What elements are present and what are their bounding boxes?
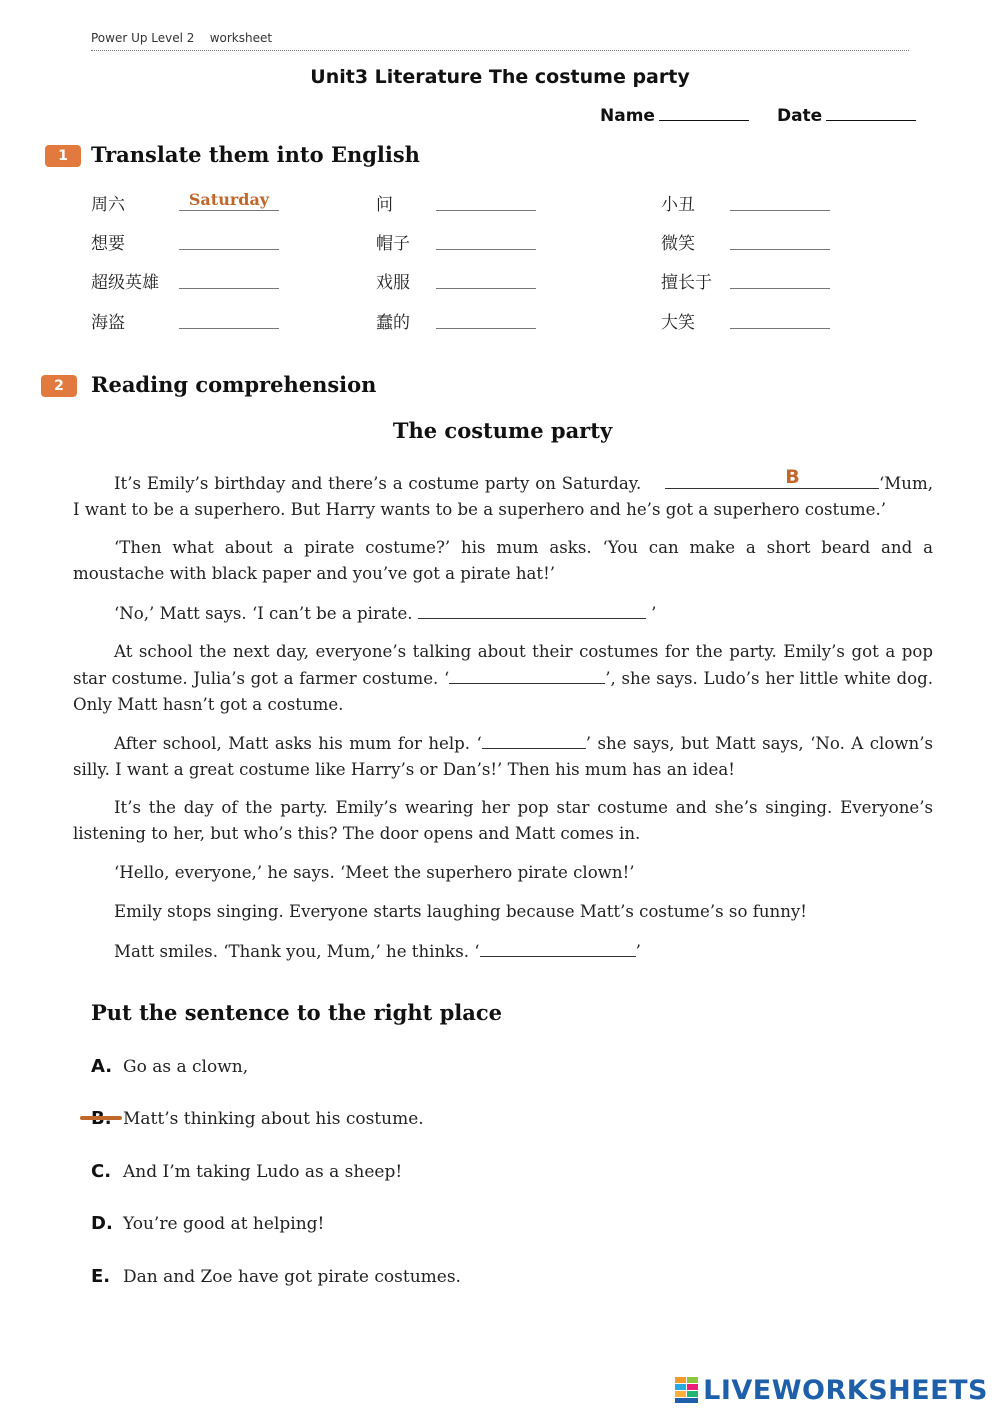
liveworksheets-logo-icon	[675, 1377, 699, 1403]
story-title: The costume party	[392, 418, 613, 443]
story-paragraph: At school the next day, everyone’s talking about their costumes for the party. Emily’s got a pop star costume. Julia’s got a farmer costume. ‘ ’, she says. Ludo’s her little white dog. Only Matt hasn’t got a costume.	[73, 642, 933, 714]
vocab-word: 帽子	[376, 234, 410, 254]
vocab-answer-field[interactable]	[730, 229, 830, 250]
story-paragraph: ‘No,’ Matt says. ‘I can’t be a pirate. ’	[73, 600, 933, 627]
vocab-word: 问	[376, 195, 393, 215]
vocab-word: 小丑	[661, 195, 695, 215]
option-letter: A.	[91, 1056, 113, 1077]
date-field[interactable]	[826, 106, 916, 121]
vocab-answer: Saturday	[188, 190, 270, 209]
story-paragraph: ‘Hello, everyone,’ he says. ‘Meet the superhero pirate clown!’	[114, 863, 635, 882]
vocab-answer-field[interactable]	[436, 308, 536, 329]
story-paragraph: Emily stops singing. Everyone starts laughing because Matt’s costume’s so funny!	[114, 902, 807, 921]
story-gap-4[interactable]	[482, 730, 586, 749]
section-2-badge: 2	[41, 375, 77, 397]
option-c[interactable]	[91, 1161, 402, 1182]
vocab-word: 蠢的	[376, 313, 410, 333]
vocab-word: 大笑	[661, 313, 695, 333]
used-option-strike	[80, 1116, 122, 1120]
story-paragraph: After school, Matt asks his mum for help. ‘ ’ she says, but Matt says, ‘No. A clown’s silly. I want a great costume like Harry’s or Dan’s!’ Then his mum has an idea!	[73, 730, 933, 783]
vocab-answer-field[interactable]	[436, 190, 536, 211]
option-letter: C.	[91, 1161, 112, 1182]
vocab-word: 海盗	[91, 313, 125, 333]
vocab-answer-field[interactable]	[436, 229, 536, 250]
vocab-word: 微笑	[661, 234, 695, 254]
section-1-badge: 1	[45, 145, 81, 167]
option-text: And I’m taking Ludo as a sheep!	[123, 1162, 403, 1182]
name-date-row	[600, 106, 916, 126]
header-divider	[91, 50, 909, 51]
option-text: Matt’s thinking about his costume.	[123, 1109, 424, 1129]
story-paragraph: Matt smiles. ‘Thank you, Mum,’ he thinks. ‘ ’	[73, 938, 933, 965]
option-text: Go as a clown,	[123, 1057, 249, 1077]
story-paragraph: It’s Emily’s birthday and there’s a costume party on Saturday. B ‘Mum, I want to be a superhero. But Harry wants to be a superhero and he’s got a superhero costume.’	[73, 466, 933, 519]
vocab-answer-field[interactable]	[436, 268, 536, 289]
worksheet-header: Power Up Level 2 worksheet	[91, 31, 273, 45]
option-letter: E.	[91, 1266, 111, 1287]
vocab-word: 想要	[91, 234, 125, 254]
option-e[interactable]	[91, 1266, 461, 1287]
vocab-word: 戏服	[376, 273, 410, 293]
option-text: You’re good at helping!	[123, 1214, 325, 1234]
story-gap-5[interactable]	[480, 938, 636, 957]
matching-title: Put the sentence to the right place	[91, 1000, 503, 1025]
option-text: Dan and Zoe have got pirate costumes.	[123, 1267, 461, 1287]
page-title: Unit3 Literature The costume party	[310, 66, 690, 88]
story-paragraph: It’s the day of the party. Emily’s wearing her pop star costume and she’s singing. Everyone’s listening to her, but who’s this? The door opens and Matt comes in.	[73, 798, 933, 843]
section-1-title: Translate them into English	[91, 142, 420, 167]
story-paragraph: ‘Then what about a pirate costume?’ his mum asks. ‘You can make a short beard and a moustache with black paper and you’ve got a pirate hat!’	[73, 538, 933, 583]
liveworksheets-logo	[675, 1374, 988, 1406]
vocab-answer-field[interactable]	[179, 308, 279, 329]
option-a[interactable]	[91, 1056, 248, 1077]
vocab-answer-field[interactable]	[179, 229, 279, 250]
name-field[interactable]	[659, 106, 749, 121]
vocab-word: 周六	[91, 195, 125, 215]
date-label: Date	[776, 106, 823, 126]
story-gap-2[interactable]	[418, 600, 646, 619]
gap-answer: B	[785, 466, 800, 488]
vocab-answer-field[interactable]	[179, 268, 279, 289]
vocab-answer-field[interactable]	[730, 268, 830, 289]
logo-text: LIVEWORKSHEETS	[703, 1374, 988, 1406]
option-b[interactable]	[91, 1108, 424, 1129]
vocab-word: 擅长于	[661, 273, 712, 293]
vocab-answer-field[interactable]	[730, 190, 830, 211]
option-d[interactable]	[91, 1213, 324, 1234]
vocab-answer-field[interactable]	[730, 308, 830, 329]
option-letter: D.	[91, 1213, 113, 1234]
name-label: Name	[600, 106, 655, 126]
vocab-answer-field[interactable]	[179, 190, 279, 211]
story-gap-3[interactable]	[449, 665, 605, 684]
vocab-word: 超级英雄	[91, 273, 159, 293]
story-gap-1[interactable]	[665, 466, 879, 489]
section-2-title: Reading comprehension	[91, 372, 377, 397]
